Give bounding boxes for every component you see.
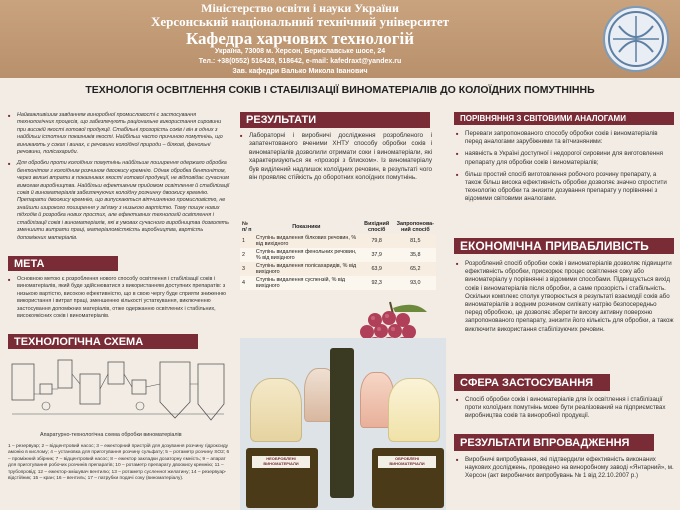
goal-heading: МЕТА bbox=[8, 256, 118, 271]
scheme-heading: ТЕХНОЛОГІЧНА СХЕМА bbox=[8, 334, 198, 349]
comparison-item: ■ наявність в Україні доступної і недорогої сировини для виготовлення препарату для обробки соків і виноматеріалів; bbox=[456, 150, 674, 166]
university-logo-icon bbox=[603, 6, 669, 72]
row-number: 1 bbox=[240, 234, 254, 248]
row-new-value: 81,5 bbox=[395, 234, 436, 248]
row-indicator: Ступінь видалення білкових речовин, % від вихідного bbox=[254, 234, 359, 248]
bottle bbox=[330, 348, 354, 498]
economy-section bbox=[456, 260, 674, 338]
scope-heading: СФЕРА ЗАСТОСУВАННЯ bbox=[454, 374, 610, 391]
col-raw: Вихідний спосіб bbox=[364, 221, 390, 233]
label-untreated: НЕОБРОБЛЕНІ ВИНОМАТЕРІАЛИ bbox=[252, 456, 310, 468]
results-table bbox=[240, 220, 436, 290]
table-row bbox=[240, 276, 436, 290]
comparison-section bbox=[456, 130, 674, 208]
row-new-value: 93,0 bbox=[395, 276, 436, 290]
technological-scheme-diagram bbox=[10, 354, 230, 430]
intro-paragraph: ■ Для обробки проти колоїдних помутнінь найбільше поширення одержало обробка бентонітом з колоїдним розчином двоокису кремнію. Однак обробка бентонітом, через великі втрати в показниках якості готової продукції, не відповідає сучасним вимогам виробництва. Найбільш ефективним прийомом освітлення й стабілізації соків й виноматеріалів забезпечуючих колоїдну розчинну двоокису кремнію. Препарати двоокису кремнію, що випускаються вітчизняною промисловістю, не знайшли широкого поширення у зв'язку з низькою вартістю. Тому пошук нових підходів й розробка нових простих, але ефективних технологій освітлення і стабілізації соків і виноматеріалів, які в умовах сучасного виробництва дозволять зменшити витрати праці, матеріаломісткість виробництва, вартість допоміжних матеріалів. bbox=[8, 160, 230, 241]
scope-text: ■ Спосіб обробки соків і виноматеріалів для їх освітлення і стабілізації проти колоїдних помутнінь може бути реалізований на підприємствах виробництва соків та виноробної продукції. bbox=[456, 396, 674, 421]
row-indicator: Ступінь видалення фенольних речовин, % від вихідного bbox=[254, 248, 359, 262]
department-head: Зав. кафедри Валько Микола Іванович bbox=[232, 68, 368, 75]
results-section bbox=[240, 132, 432, 186]
col-new: Запропонова-ний спосіб bbox=[396, 221, 434, 233]
department-name: Кафедра харчових технологій bbox=[185, 29, 415, 48]
ministry-name: Міністерство освіти і науки України bbox=[201, 1, 399, 15]
poster-title: ТЕХНОЛОГІЯ ОСВІТЛЕННЯ СОКІВ І СТАБІЛІЗАЦІЇ ВИНОМАТЕРІАЛІВ ДО КОЛОЇДНИХ ПОМУТНІННЬ bbox=[85, 84, 595, 96]
col-indicator: Показники bbox=[292, 224, 321, 230]
scope-section bbox=[456, 396, 674, 425]
wine-samples-photo bbox=[240, 338, 446, 510]
table-row bbox=[240, 262, 436, 276]
implementation-heading: РЕЗУЛЬТАТИ ВПРОВАДЖЕННЯ bbox=[454, 434, 654, 451]
row-raw-value: 79,8 bbox=[359, 234, 395, 248]
results-text: ■ Лабораторні і виробничі дослідження розробленого і запатентованого вченими ХНТУ способу обробки соків і виноматеріалів дозволили отримати соки і виноматеріали, які характеризуються як «прозорі з блиском». Із виноматеріалу був виділений надлишок колоїдних речовин, в результаті чого він проявляє стійкість до оборотних колоїдних помутнінь. bbox=[240, 132, 432, 182]
table-row bbox=[240, 234, 436, 248]
row-new-value: 35,8 bbox=[395, 248, 436, 262]
col-number: № п/ п bbox=[242, 221, 252, 233]
row-raw-value: 37,9 bbox=[359, 248, 395, 262]
contacts: Тел.: +38(0552) 516428, 518642, e-mail: kafedraxt@yandex.ru bbox=[198, 58, 402, 65]
row-indicator: Ступінь видалення полісахаридів, % від вихідного bbox=[254, 262, 359, 276]
header-contacts bbox=[0, 47, 600, 77]
row-new-value: 65,2 bbox=[395, 262, 436, 276]
table-row bbox=[240, 248, 436, 262]
row-number: 3 bbox=[240, 262, 254, 276]
results-heading: РЕЗУЛЬТАТИ bbox=[240, 112, 430, 128]
comparison-heading: ПОРІВНЯННЯ З СВІТОВИМИ АНАЛОГАМИ bbox=[454, 112, 674, 125]
scheme-caption: Апаратурно-технологічна схема обробки виноматеріалів bbox=[40, 432, 182, 438]
row-indicator: Ступінь видалення суспензій, % від вихідного bbox=[254, 276, 359, 290]
comparison-item: ■ більш простий спосіб виготовлення робочого розчину препарату, а також більш висока ефективність обробки дозволяє значно спростити технологію обробки та знизити дозування препарату у порівнянні з відомими світовими аналогами. bbox=[456, 171, 674, 204]
address: Україна, 73008 м. Херсон, Бериславське шосе, 24 bbox=[214, 48, 386, 55]
label-treated: ОБРОБЛЕНІ ВИНОМАТЕРІАЛИ bbox=[378, 456, 436, 468]
comparison-item: ■ Переваги запропонованого способу обробки соків і виноматеріалів перед аналогами зарубіжними та вітчизняними: bbox=[456, 130, 674, 146]
row-number: 4 bbox=[240, 276, 254, 290]
economy-text: ■ Розроблений спосіб обробки соків і виноматеріалів дозволяє підвищити ефективність обробки, прискорює процес освітлення соку або виноматеріалу у порівнянні з відомими способами. Підвищується вихід соків і виноматеріалів після обробки, а саме прозорість і стабільність. Оскільки комплекс сполук утворюється в результаті взаємодії соків або виноматеріалів з водним розчином силікату натрію безпосередньо перед обробкою, це дозволяє зберегти високу активну поверхню запропонованого препарату, знизити його кількість для обробки, а також виключити використання стабілізуючих речовин. bbox=[456, 260, 674, 334]
row-number: 2 bbox=[240, 248, 254, 262]
row-raw-value: 92,3 bbox=[359, 276, 395, 290]
goal-section bbox=[8, 276, 230, 324]
glass-untreated bbox=[250, 378, 302, 442]
intro-section bbox=[8, 112, 230, 246]
goal-text: ■ Основною метою є розроблення нового способу освітлення і стабілізації соків і виноматеріалів, який буде здійснюватися з використанням доступних препаратів: з низькою вартістю, високою ефективністю, що в свою чергу буде сприяти зниженню використання і витрат праці, зменшенню кількості устаткування, виключенню застосування допоміжних матеріалів, отже одержанню освітлених і стабільних, високоякісних соків і виноматеріалів. bbox=[8, 276, 230, 320]
glass-treated bbox=[388, 378, 440, 442]
implementation-text: ■ Виробничі випробування, які підтвердили ефективність виконаних наукових досліджень, проведено на виноробному заводі «Янтарний», м. Херсон (акт виробничих випробувань № 1 від 22.10.2007 р.) bbox=[456, 456, 674, 481]
university-name: Херсонський національний технічний університет bbox=[150, 14, 450, 29]
poster-header bbox=[0, 0, 680, 78]
scheme-legend: 1 – резервуар; 2 – відцентровий насос; 3 – ежекторний пристрій для дозування розчину гідроксиду амонію в кислому; 4 – установка для приготування розчину сульфату; 5 – ротаметр розчину SO2; 6 – проміжний збірник; 7 – відцентровий насос; 8 – ежектор закладки дозаторну ємність; 9 – апарат для приготування робочих розчинів препаратів; 10 – ротаметр препарату двоокису кремнію; 11 – трубопровід; 12 – ежектор-змішувач вентилю; 13 – ротаметр сусленної желатину; 14 – резервуар-відстійник; 15 – кран; 16 – вентиль; 17 – патрубки подачі соку (виноматеріалу). bbox=[8, 444, 230, 482]
row-raw-value: 63,9 bbox=[359, 262, 395, 276]
economy-heading: ЕКОНОМІЧНА ПРИВАБЛИВІСТЬ bbox=[454, 238, 674, 254]
intro-paragraph: ■ Найважливішим завданням виноробної промисловості є застосування технологічних процесів, що забезпечують раціональне використання сировини при високій якості готової продукції. Стабільні прозорість соків і він в одних з найбільш істотних показників якості. Найбільш часто причиною помутнінь, що виникають у соках і винах, є речовини колоїдної природи – білкові, фенольні речовини, полісахариди. bbox=[8, 112, 230, 156]
implementation-section bbox=[456, 456, 674, 485]
